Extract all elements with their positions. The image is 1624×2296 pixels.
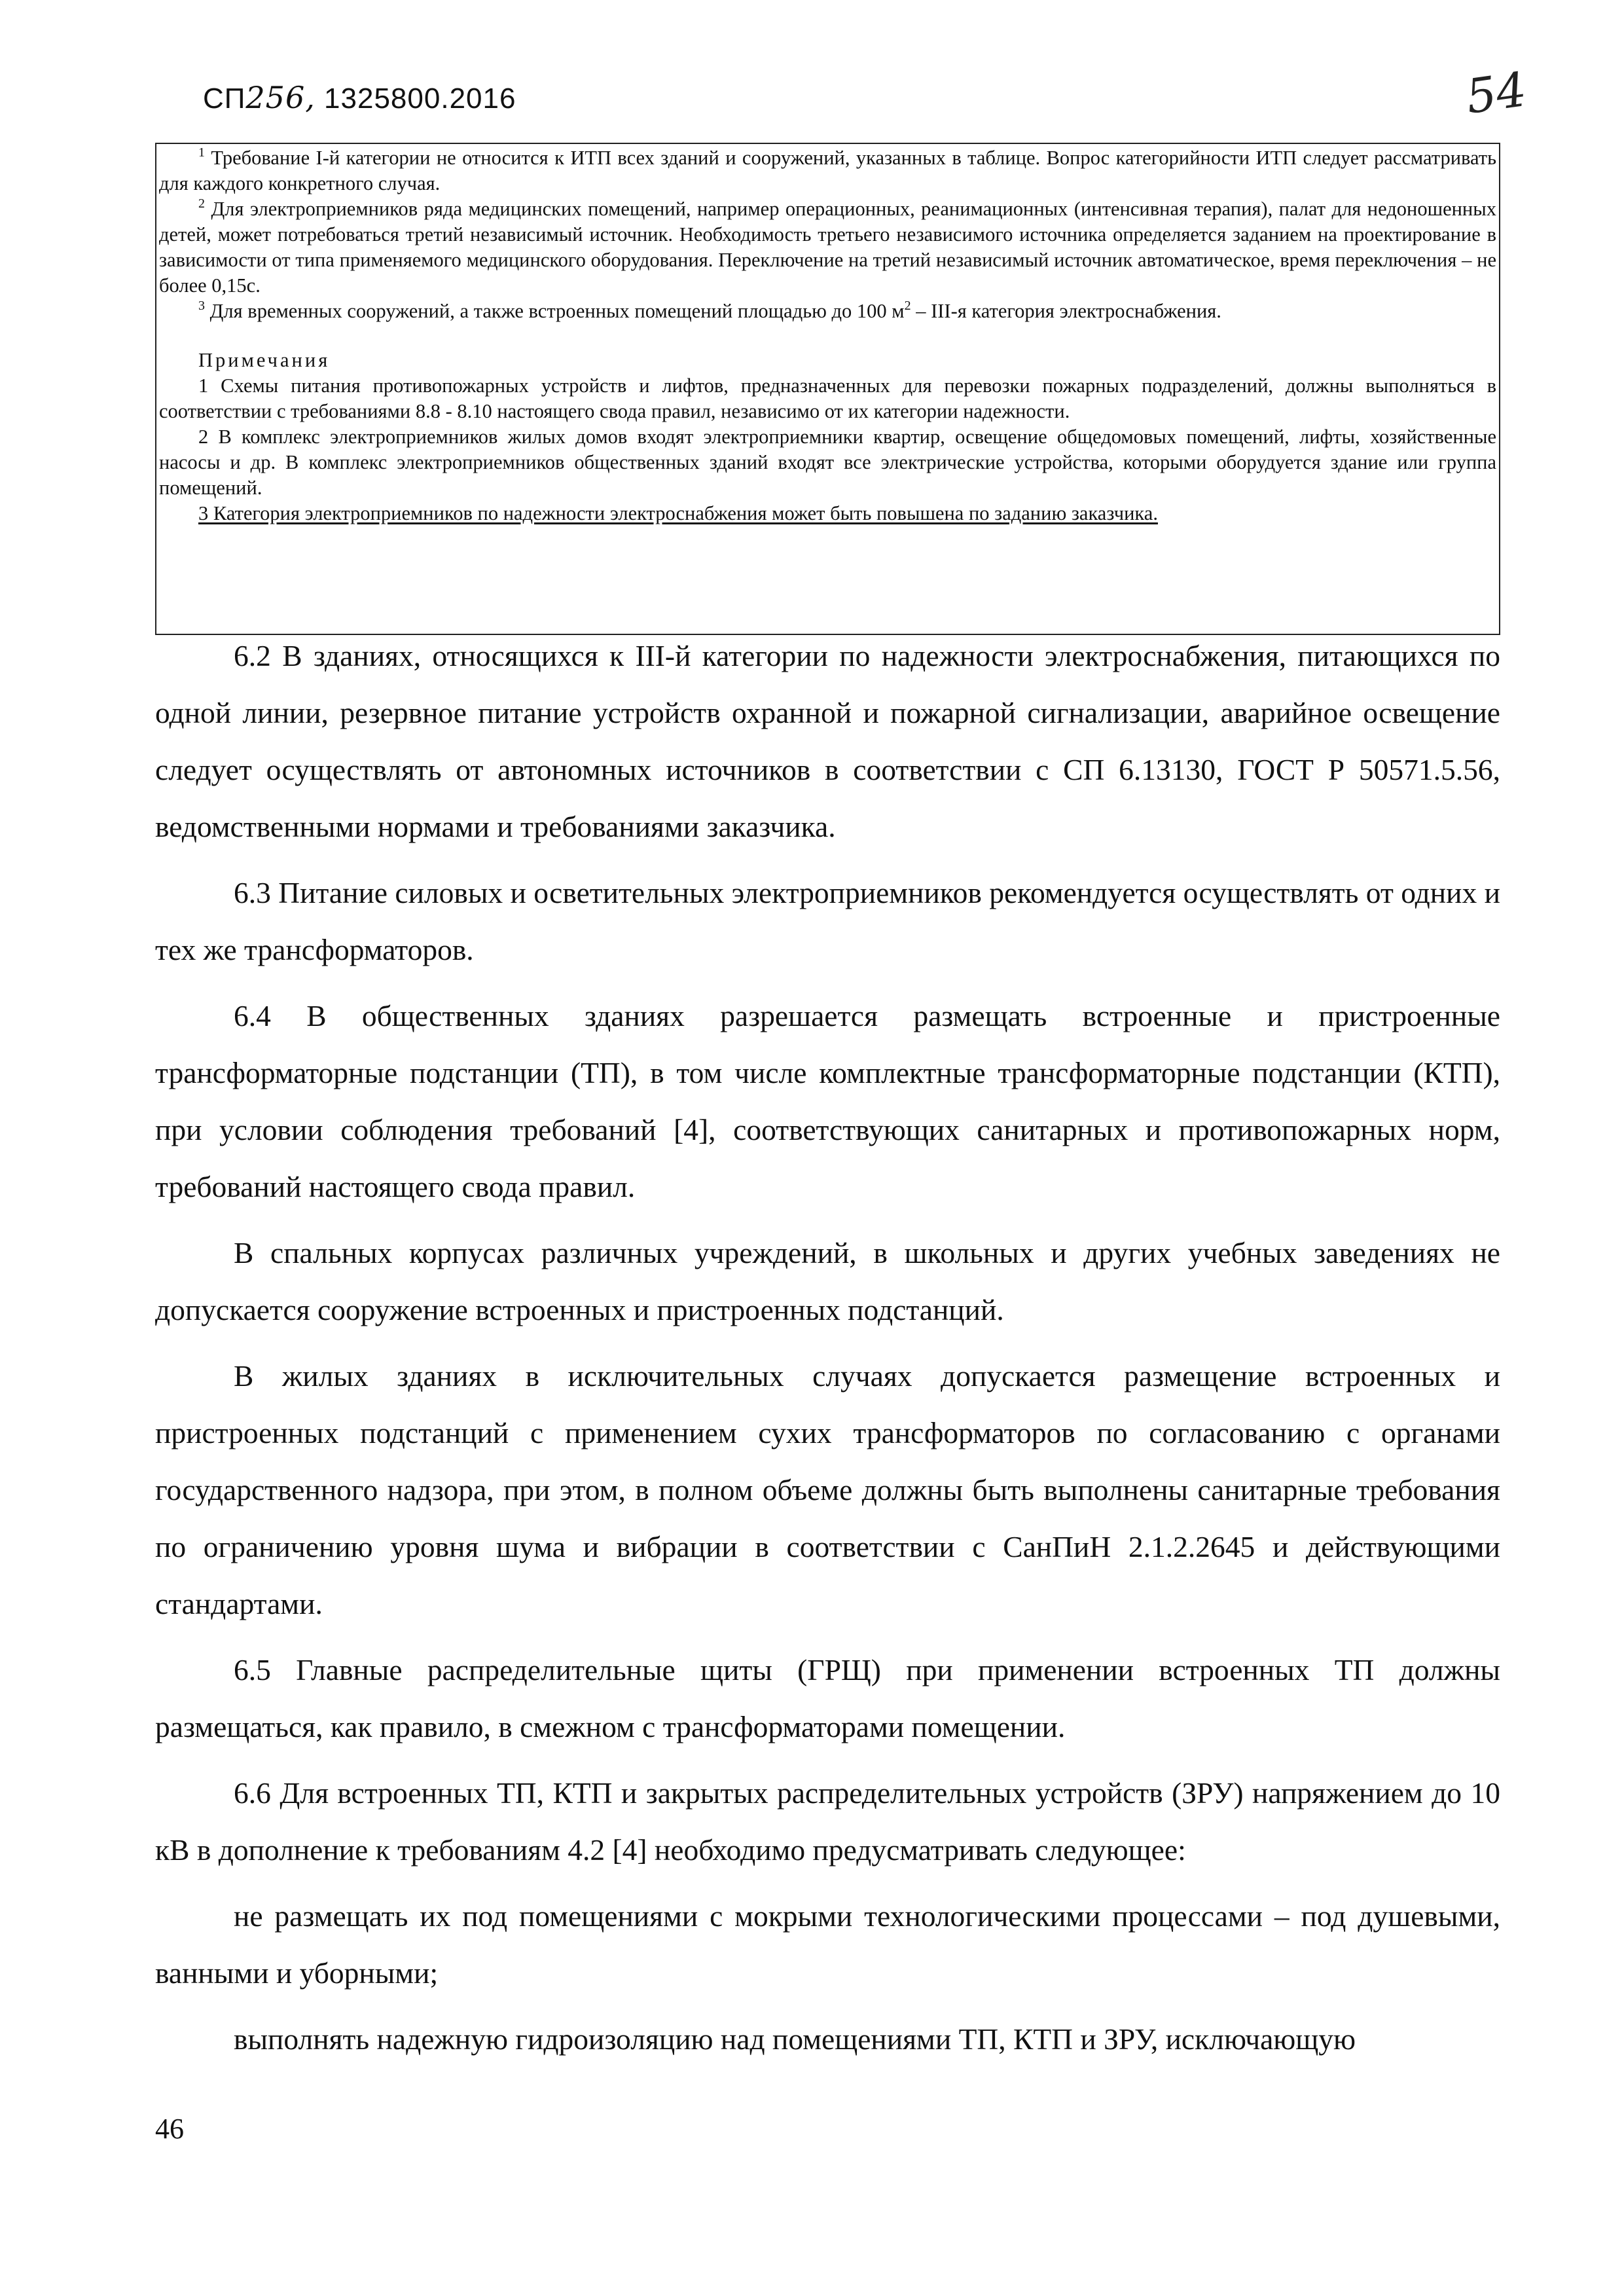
document-code xyxy=(203,80,516,115)
handwritten-sheet-number: 54 xyxy=(1462,62,1530,124)
table-footnotes-box xyxy=(155,143,1500,635)
footnote-marker: 1 xyxy=(198,145,205,160)
footnote-marker: 3 xyxy=(198,299,205,313)
code-prefix: СП xyxy=(203,82,246,115)
paragraph-6-6: 6.6 Для встроенных ТП, КТП и закрытых распределительных устройств (ЗРУ) напряжением до 10 кВ в дополнение к требованиям 4.2 [4] необходимо предусматривать следующее: xyxy=(155,1776,1500,1867)
paragraph-6-5: 6.5 Главные распределительные щиты (ГРЩ) при применении встроенных ТП должны размещаться, как правило, в смежном с трансформаторами помещении. xyxy=(155,1653,1500,1743)
footnote-2 xyxy=(159,196,1496,299)
handwritten-code: 256, xyxy=(245,80,316,115)
note-1: 1 Схемы питания противопожарных устройств и лифтов, предназначенных для перевозки пожарных подразделений, должны выполняться в соответствии с требованиями 8.8 - 8.10 настоящего свода правил, независимо от их категории надежности. xyxy=(159,374,1496,422)
paragraph-6-4-c: В жилых зданиях в исключительных случаях допускается размещение встроенных и пристроенных подстанций с применением сухих трансформаторов по согласованию с органами государственного надзора, при этом, в полном объеме должны быть выполнены санитарные требования по ограничению уровня шума и вибрации в соответствии с СанПиН 2.1.2.2645 и действующими стандартами. xyxy=(155,1359,1500,1620)
paragraph-6-4: 6.4 В общественных зданиях разрешается размещать встроенные и пристроенные трансформаторные подстанции (ТП), в том числе комплектные трансформаторные подстанции (КТП), при условии соблюдения требований [4], соответствующих санитарных и противопожарных норм, требований настоящего свода правил. xyxy=(155,999,1500,1203)
main-text xyxy=(155,627,1500,2077)
code-suffix: 1325800.2016 xyxy=(315,82,516,115)
superscript-2: 2 xyxy=(904,299,911,313)
paragraph-6-4-b: В спальных корпусах различных учреждений, в школьных и других учебных заведениях не допускается сооружение встроенных и пристроенных подстанций. xyxy=(155,1236,1500,1326)
footnote-text: Для электроприемников ряда медицинских помещений, например операционных, реанимационных (интенсивная терапия), палат для недоношенных детей, может потребоваться третий независимый источник. Необходимость третьего независимого источника определяется заданием на проектирование в зависимости от типа применяемого медицинского оборудования. Переключение на третий независимый источник автоматическое, время переключения – не более 0,15с. xyxy=(159,198,1496,297)
footnote-text: – III-я категория электроснабжения. xyxy=(911,300,1221,322)
paragraph-6-3: 6.3 Питание силовых и осветительных электроприемников рекомендуется осуществлять от одних и тех же трансформаторов. xyxy=(155,876,1500,966)
note-2: 2 В комплекс электроприемников жилых домов входят электроприемники квартир, освещение общедомовых помещений, лифты, хозяйственные насосы и др. В комплекс электроприемников общественных зданий входят все электрические устройства, которыми оборудуется здание или группа помещений. xyxy=(159,426,1496,499)
paragraph-6-6-item-1: не размещать их под помещениями с мокрыми технологическими процессами – под душевыми, ванными и уборными; xyxy=(155,1899,1500,1990)
footnote-3 xyxy=(159,299,1496,324)
note-3: 3 Категория электроприемников по надежности электроснабжения может быть повышена по заданию заказчика. xyxy=(198,502,1158,524)
footnote-text: Для временных сооружений, а также встроенных помещений площадью до 100 м xyxy=(209,300,905,322)
footnote-1 xyxy=(159,145,1496,196)
paragraph-6-6-item-2: выполнять надежную гидроизоляцию над помещениями ТП, КТП и ЗРУ, исключающую xyxy=(234,2022,1356,2056)
footnote-text: Требование I-й категории не относится к ИТП всех зданий и сооружений, указанных в таблице. Вопрос категорийности ИТП следует рассматривать для каждого конкретного случая. xyxy=(159,147,1497,194)
page-number: 46 xyxy=(155,2113,184,2145)
notes-title: Примечания xyxy=(198,349,331,371)
paragraph-6-2: 6.2 В зданиях, относящихся к III-й категории по надежности электроснабжения, питающихся по одной линии, резервное питание устройств охранной и пожарной сигнализации, аварийное освещение следует осуществлять от автономных источников в соответствии с СП 6.13130, ГОСТ Р 50571.5.56, ведомственными нормами и требованиями заказчика. xyxy=(155,639,1500,843)
footnote-marker: 2 xyxy=(198,196,205,211)
